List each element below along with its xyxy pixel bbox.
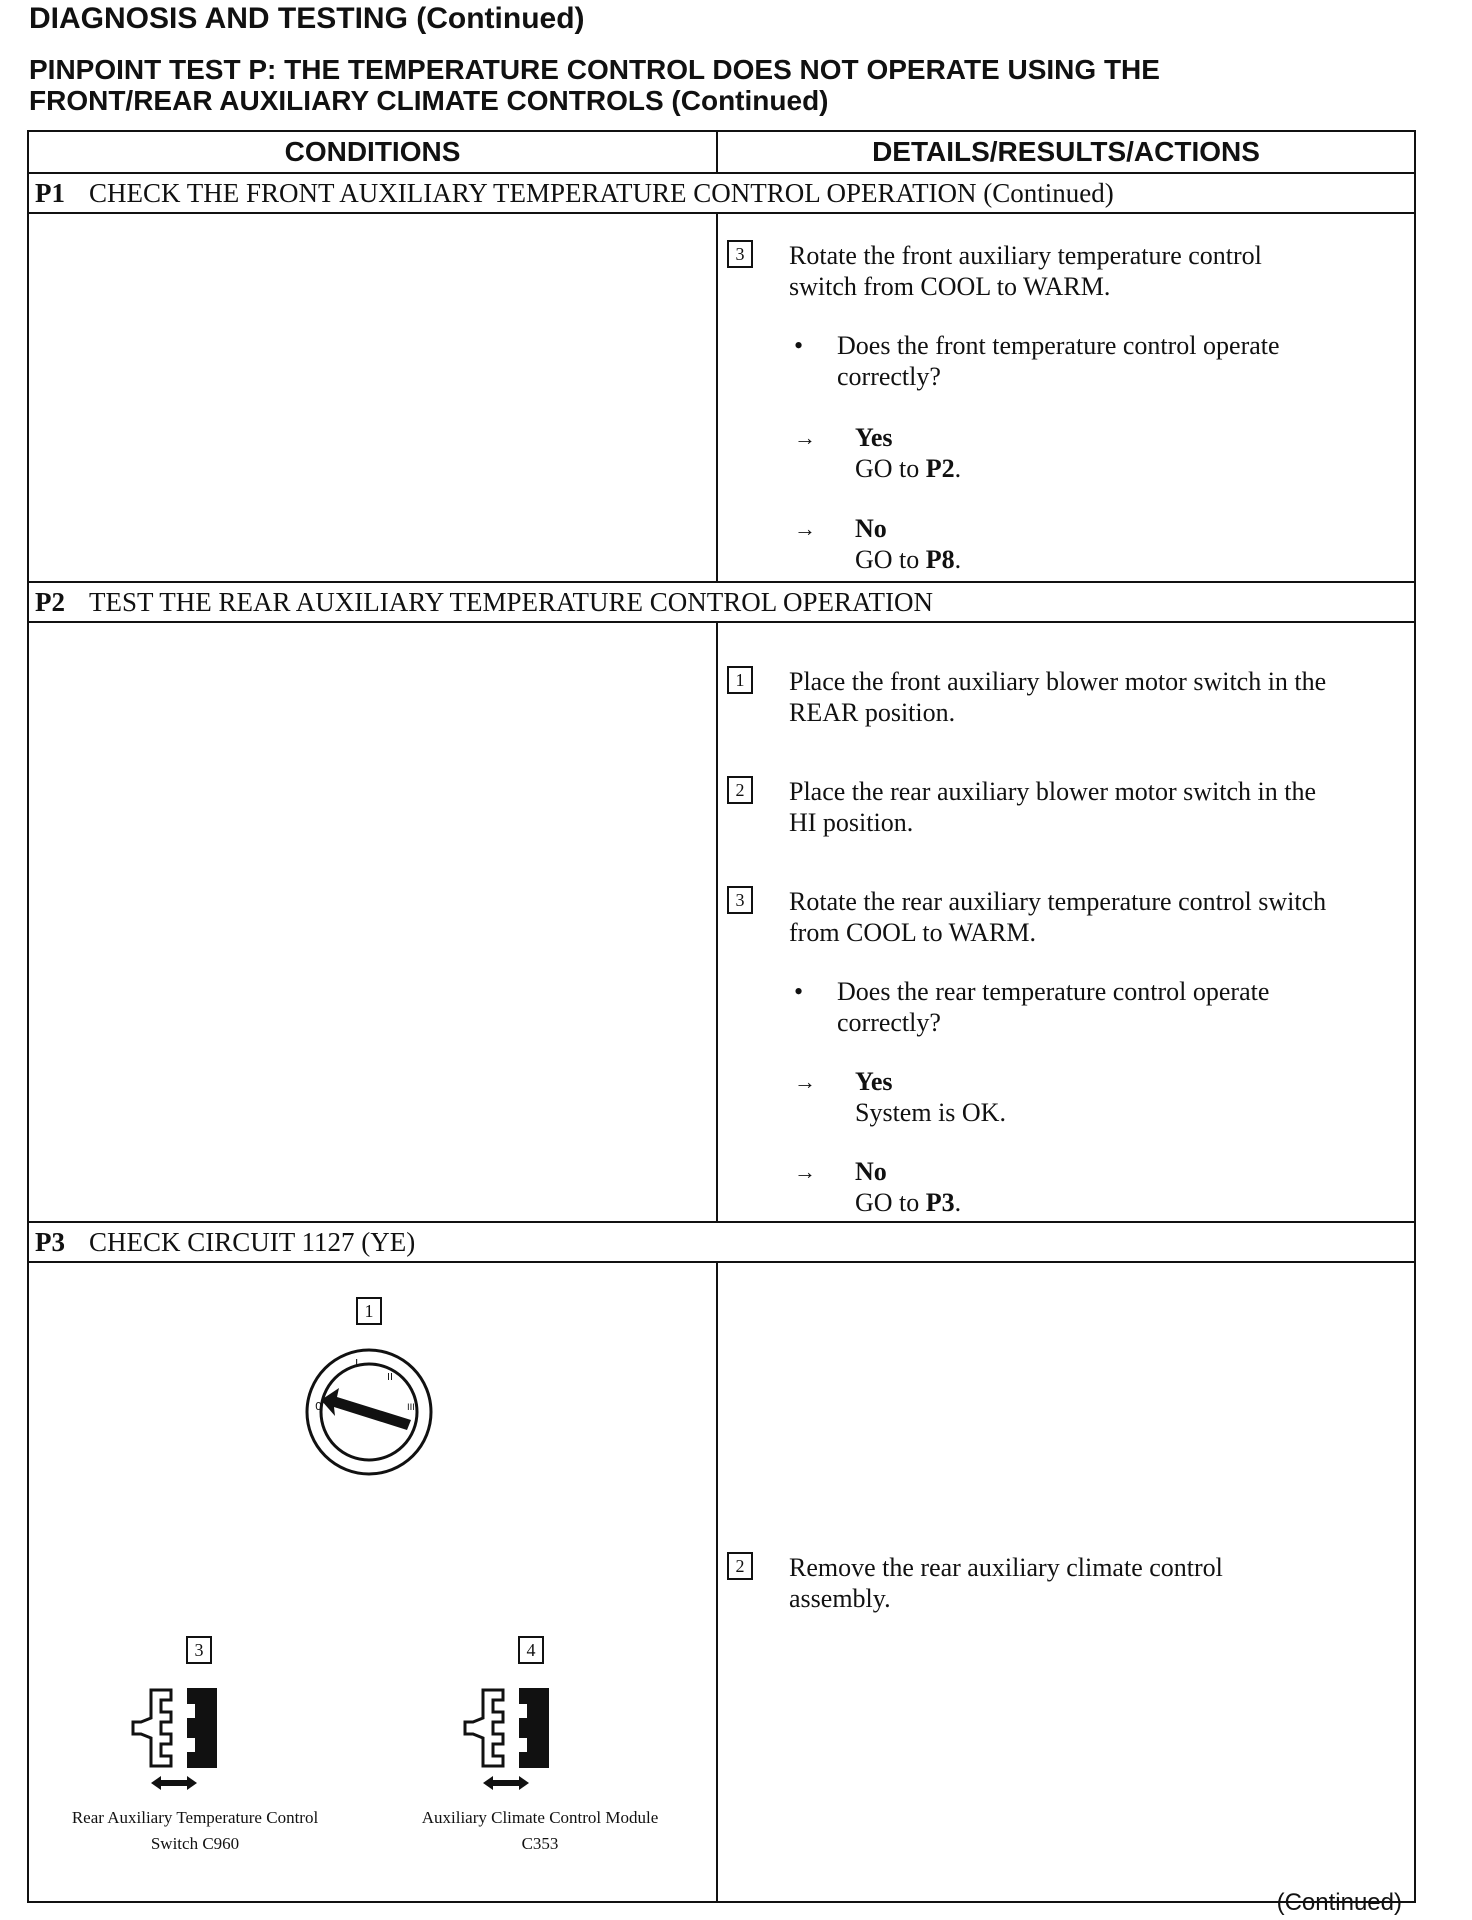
step-number-box: 1 — [727, 666, 753, 694]
p2-step1-text — [789, 666, 1326, 728]
text-line: Rotate the rear auxiliary temperature control switch — [789, 887, 1327, 916]
column-divider — [716, 132, 718, 172]
goto-link-p8[interactable]: P8 — [925, 545, 955, 574]
divider — [29, 621, 1414, 623]
step-number-box: 3 — [727, 240, 753, 268]
dial-label: III — [407, 1403, 415, 1413]
step-p1-title — [35, 174, 1114, 212]
arrow-icon: → — [794, 425, 816, 450]
text-line: Switch C960 — [150, 1834, 240, 1853]
text-line: Rear Auxiliary Temperature Control — [71, 1808, 319, 1827]
p1-no-result: No GO to P8. — [855, 514, 962, 574]
step-p1-id: P1 — [35, 178, 65, 208]
page-heading: DIAGNOSIS AND TESTING (Continued) — [29, 2, 585, 35]
yes-label: Yes — [855, 1067, 893, 1096]
bullet: • — [794, 977, 804, 1006]
p2-step3-text — [789, 886, 1326, 948]
text-line: Does the rear temperature control operate — [837, 977, 1270, 1006]
step-p3-title — [35, 1223, 415, 1261]
arrow-icon: → — [794, 1069, 816, 1094]
step-p2-title — [35, 583, 933, 621]
action-text: GO to — [855, 1188, 920, 1217]
rotary-switch-icon — [299, 1342, 439, 1482]
step-p2-id: P2 — [35, 587, 65, 617]
figure-number-box: 1 — [356, 1297, 382, 1325]
step-p1-title-text: CHECK THE FRONT AUXILIARY TEMPERATURE CONTROL OPERATION (Continued) — [89, 178, 1114, 208]
text-line: Place the rear auxiliary blower motor switch in the — [789, 777, 1317, 806]
text-line: Does the front temperature control operate — [837, 331, 1280, 360]
step-number-box: 2 — [727, 1552, 753, 1580]
dial-label: 0 — [315, 1400, 322, 1413]
connector-c353-caption — [365, 1805, 715, 1857]
p2-question — [837, 976, 1269, 1038]
text-line: Remove the rear auxiliary climate control — [789, 1553, 1223, 1582]
text-line: assembly. — [789, 1584, 891, 1613]
text-line: Place the front auxiliary blower motor switch in the — [789, 667, 1327, 696]
action-text: GO to — [855, 454, 920, 483]
dial-label: II — [387, 1372, 393, 1383]
step-p2-title-text: TEST THE REAR AUXILIARY TEMPERATURE CONTROL OPERATION — [89, 587, 934, 617]
text-line: correctly? — [837, 1008, 941, 1037]
text-line: from COOL to WARM. — [789, 918, 1036, 947]
connector-c960-icon — [123, 1682, 243, 1792]
column-divider — [716, 621, 718, 1221]
yes-label: Yes — [855, 423, 893, 452]
p2-yes-result — [855, 1066, 1006, 1128]
goto-link-p3[interactable]: P3 — [925, 1188, 955, 1217]
step-number-box: 2 — [727, 776, 753, 804]
pinpoint-test-table — [27, 130, 1416, 1903]
bullet: • — [794, 331, 804, 360]
divider — [29, 212, 1414, 214]
dial-label: I — [355, 1357, 359, 1370]
step-number-box: 3 — [727, 886, 753, 914]
p2-step2-text — [789, 776, 1316, 838]
pinpoint-test-title-line2: FRONT/REAR AUXILIARY CLIMATE CONTROLS (Continued) — [29, 85, 829, 116]
divider — [29, 1261, 1414, 1263]
column-divider — [716, 1261, 718, 1901]
figure-number-box: 4 — [518, 1636, 544, 1664]
arrow-icon: → — [794, 1159, 816, 1184]
connector-c353-icon — [455, 1682, 575, 1792]
text-line: switch from COOL to WARM. — [789, 272, 1111, 301]
p1-yes-result: Yes GO to P2. — [855, 423, 962, 483]
text-line: Rotate the front auxiliary temperature control — [789, 241, 1262, 270]
column-header-details: DETAILS/RESULTS/ACTIONS — [872, 136, 1260, 167]
p1-step3-text — [789, 240, 1262, 302]
pinpoint-test-title — [29, 54, 1409, 116]
continued-label: (Continued) — [1276, 1889, 1402, 1916]
column-header-conditions: CONDITIONS — [284, 136, 461, 167]
text-line: correctly? — [837, 362, 941, 391]
step-p3-id: P3 — [35, 1227, 65, 1257]
action-text: System is OK. — [855, 1098, 1006, 1127]
p2-no-result: No GO to P3. — [855, 1157, 962, 1217]
p1-question — [837, 330, 1280, 392]
column-divider — [716, 212, 718, 581]
p3-step2-text — [789, 1552, 1223, 1614]
action-text: GO to — [855, 545, 920, 574]
connector-c960-caption — [29, 1805, 361, 1857]
no-label: No — [855, 1157, 887, 1186]
text-line: REAR position. — [789, 698, 956, 727]
step-p3-title-text: CHECK CIRCUIT 1127 (YE) — [89, 1227, 416, 1257]
pinpoint-test-title-line1: PINPOINT TEST P: THE TEMPERATURE CONTROL DOES NOT OPERATE USING THE — [29, 54, 1160, 85]
figure-number-box: 3 — [186, 1636, 212, 1664]
goto-link-p2[interactable]: P2 — [925, 454, 955, 483]
text-line: C353 — [521, 1834, 559, 1853]
no-label: No — [855, 514, 887, 543]
arrow-icon: → — [794, 516, 816, 541]
text-line: HI position. — [789, 808, 914, 837]
text-line: Auxiliary Climate Control Module — [421, 1808, 659, 1827]
